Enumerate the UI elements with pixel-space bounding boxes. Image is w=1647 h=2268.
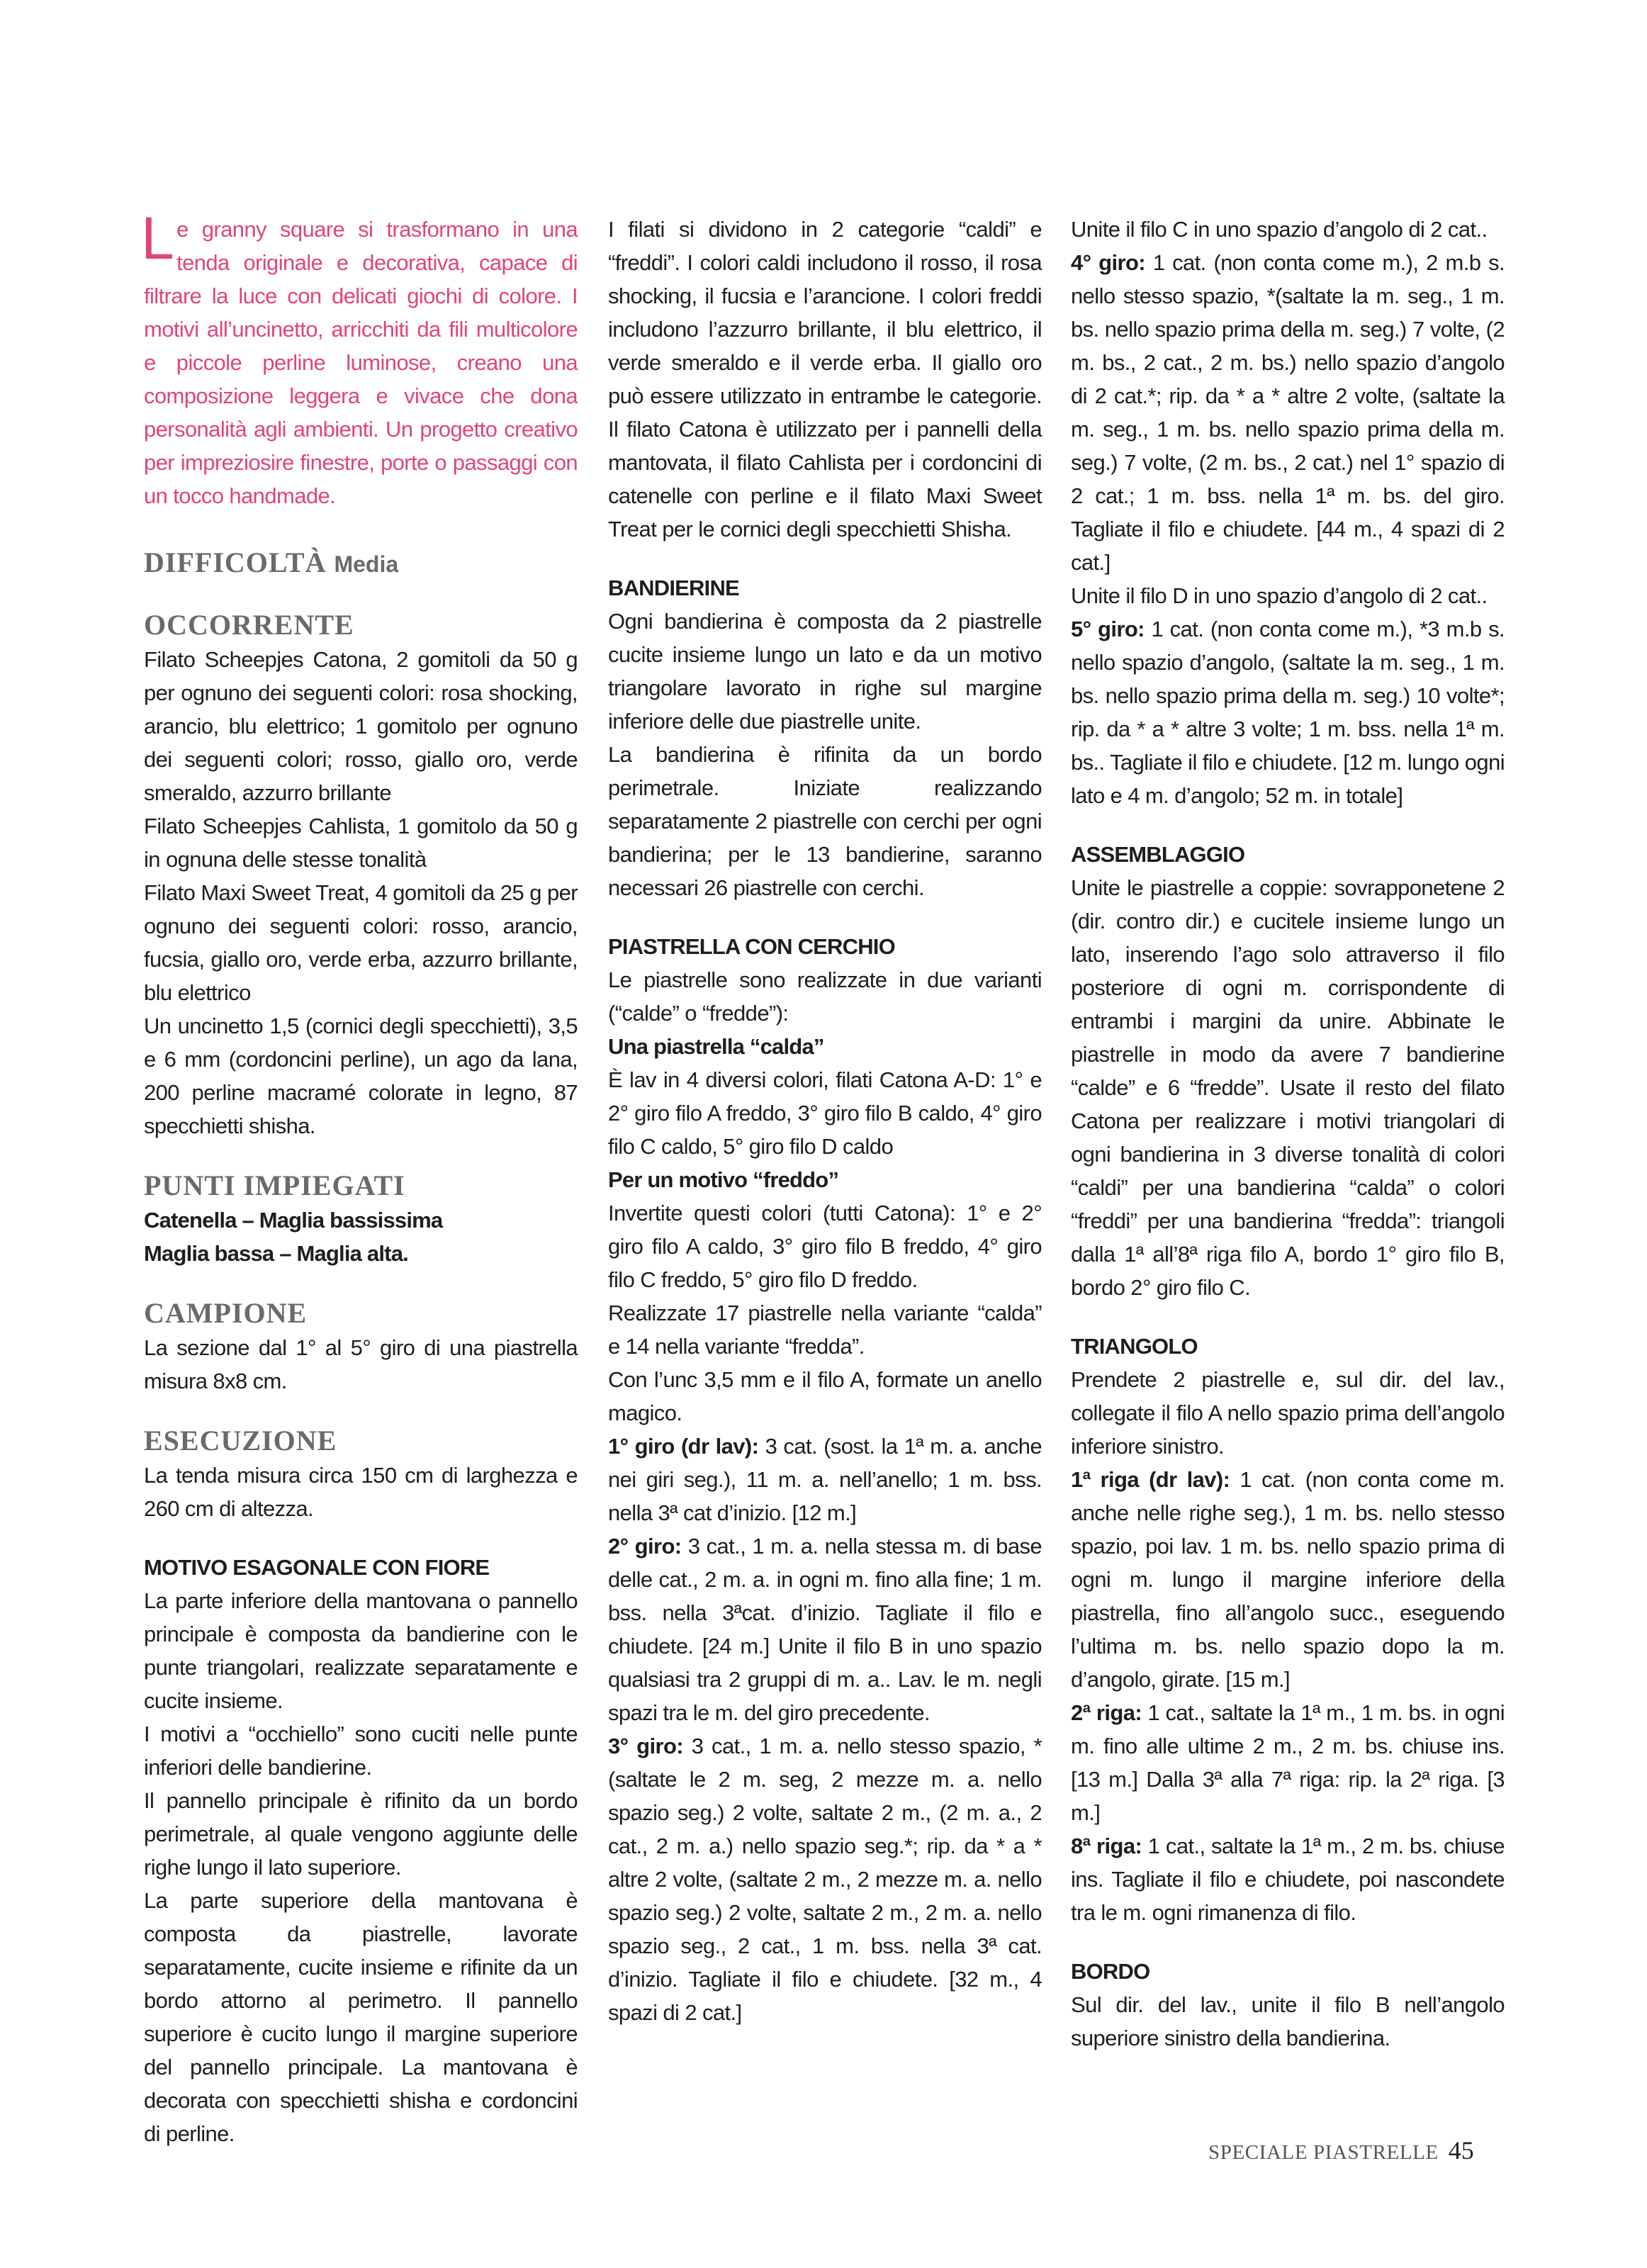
drop-cap: L [141, 205, 174, 271]
riga-8-label: 8ª riga: [1071, 1834, 1142, 1858]
punti-line-2: Maglia bassa – Maglia alta. [144, 1241, 408, 1266]
unite-c-text: Unite il filo C in uno spazio d’angolo di 2 cat.. [1071, 217, 1488, 242]
intro-paragraph [141, 205, 578, 512]
occorrente-line: Filato Maxi Sweet Treat, 4 gomitoli da 25 g per ognuno dei seguenti colori: rosso, arancio, fucsia, giallo oro, verde erba, azzurro brillante, blu elettrico [144, 880, 578, 1005]
occorrente-line: Filato Scheepjes Catona, 2 gomitoli da 50 g per ognuno dei seguenti colori: rosa shocking, arancio, blu elettrico; 1 gomitolo per ognuno dei seguenti colori; rosso, giallo oro, verde smeraldo, azzurro brillante [144, 647, 578, 805]
giro-4-text: 1 cat. (non conta come m.), 2 m.b s. nello stesso spazio, *(saltate la m. seg., 1 m. bs. nello spazio prima della m. seg.) 7 volte, (2 m. bs., 2 cat., 2 m. bs.) nello spazio d’angolo di 2 cat.*; rip. da * a * altre 2 volte, (saltate la m. seg., 1 m. bs. nello spazio prima della m. seg.) 7 volte, (2 m. bs., 2 cat.) nel 1° spazio di 2 cat.; 1 m. bss. nella 1ª m. bs. del giro. Tagliate il filo e chiudete. [44 m., 4 spazi di 2 cat.] [1071, 250, 1505, 575]
calda-text: È lav in 4 diversi colori, filati Catona A-D: 1° e 2° giro filo A freddo, 3° giro filo B caldo, 4° giro filo C caldo, 5° giro filo D caldo [608, 1067, 1042, 1159]
esecuzione-heading: ESECUZIONE [144, 1425, 337, 1456]
triangolo-intro: Prendete 2 piastrelle e, sul dir. del lav., collegate il filo A nello spazio prima dell’angolo inferiore sinistro. [1071, 1367, 1505, 1459]
difficolta-value: Media [334, 551, 399, 577]
esecuzione-text: La tenda misura circa 150 cm di larghezza e 260 cm di altezza. [144, 1463, 578, 1521]
campione-heading: CAMPIONE [144, 1297, 308, 1329]
giro-3-label: 3° giro: [608, 1734, 684, 1758]
footer-label: SPECIALE PIASTRELLE [1208, 2141, 1439, 2164]
intro-text: e granny square si trasformano in una tenda originale e decorativa, capace di filtrare la luce con delicati giochi di colore. I motivi all’uncinetto, arricchiti da fili multicolore e piccole perline luminose, creano una composizione leggera e vivace che dona personalità agli ambienti. Un progetto creativo per impreziosire finestre, porte o passaggi con un tocco handmade. [144, 217, 578, 508]
freddo-heading: Per un motivo “freddo” [608, 1167, 839, 1192]
giro-1 [608, 1430, 1042, 1529]
riga-2-label: 2ª riga: [1071, 1700, 1142, 1725]
giro-5 [1071, 612, 1505, 812]
campione-text: La sezione dal 1° al 5° giro di una piastrella misura 8x8 cm. [144, 1335, 578, 1393]
motivo-paragraph: La parte superiore della mantovana è composta da piastrelle, lavorate separatamente, cucite insieme e rifinite da un bordo attorno al perimetro. Il pannello superiore è cucito lungo il margine superiore del pannello principale. La mantovana è decorata con specchietti shisha e cordoncini di perline. [144, 1888, 578, 2146]
difficolta-heading [144, 545, 578, 582]
assemblaggio-text: Unite le piastrelle a coppie: sovrapponetene 2 (dir. contro dir.) e cucitele insieme lungo un lato, inserendo l’ago solo attraverso il filo posteriore di ogni m. corrispondente di entrambi i margini da unire. Abbinate le piastrelle in modo da avere 7 bandierine “calde” e 6 “fredde”. Usate il resto del filato Catona per realizzare i motivi triangolari di ogni bandierina in 3 diverse tonalità di colori “caldi” per una bandierina “calda” o colori “freddi” per una bandierina “fredda”: triangoli dalla 1ª all’8ª riga filo A, bordo 1° giro filo B, bordo 2° giro filo C. [1071, 875, 1505, 1300]
riga-2 [1071, 1696, 1505, 1829]
triangolo-heading: TRIANGOLO [1071, 1334, 1198, 1359]
giro-1-label: 1° giro (dr lav): [608, 1434, 759, 1459]
giro-5-label: 5° giro: [1071, 617, 1145, 641]
motivo-paragraph: I motivi a “occhiello” sono cuciti nelle punte inferiori delle bandierine. [144, 1722, 578, 1780]
motivo-paragraph: La parte inferiore della mantovana o pannello principale è composta da bandierine con le punte triangolari, realizzate separatamente e cucite insieme. [144, 1588, 578, 1713]
bordo-text: Sul dir. del lav., unite il filo B nell’angolo superiore sinistro della bandierina. [1071, 1992, 1505, 2050]
giro-2-text: 3 cat., 1 m. a. nella stessa m. di base delle cat., 2 m. a. in ogni m. fino alla fine; 1 m. bss. nella 3ªcat. d’inizio. Tagliate il filo e chiudete. [24 m.] Unite il filo B in uno spazio qualsiasi tra 2 gruppi di m. a.. Lav. le m. negli spazi tra le m. del giro precedente. [608, 1534, 1042, 1725]
bandierine-paragraph: Ogni bandierina è composta da 2 piastrelle cucite insieme lungo un lato e da un motivo triangolare lavorato in righe sul margine inferiore delle due piastrelle unite. [608, 609, 1042, 734]
unite-d-text: Unite il filo D in uno spazio d’angolo di 2 cat.. [1071, 583, 1488, 608]
riga-8-text: 1 cat., saltate la 1ª m., 2 m. bs. chiuse ins. Tagliate il filo e chiudete, poi nascondete tra le m. ogni rimanenza di filo. [1071, 1834, 1505, 1925]
giro-5-text: 1 cat. (non conta come m.), *3 m.b s. nello spazio d’angolo, (saltate la m. seg., 1 m. bs. nello spazio prima della m. seg.) 10 volte*; rip. da * a * altre 3 volte; 1 m. bss. nella 1ª m. bs.. Tagliate il filo e chiudete. [12 m. lungo ogni lato e 4 m. d’angolo; 52 m. in totale] [1071, 617, 1505, 808]
bordo-heading: BORDO [1071, 1959, 1150, 1984]
giro-2 [608, 1529, 1042, 1729]
freddo-text: Invertite questi colori (tutti Catona): 1° e 2° giro filo A caldo, 3° giro filo B freddo, 4° giro filo C freddo, 5° giro filo D freddo. [608, 1201, 1042, 1292]
riga-1 [1071, 1463, 1505, 1696]
piastrella-heading: PIASTRELLA CON CERCHIO [608, 934, 895, 959]
motivo-paragraph: Il pannello principale è rifinito da un bordo perimetrale, al quale vengono aggiunte delle righe lungo il lato superiore. [144, 1788, 578, 1880]
punti-line-1: Catenella – Maglia bassissima [144, 1208, 443, 1233]
piastrella-intro: Le piastrelle sono realizzate in due varianti (“calde” o “fredde”): [608, 967, 1042, 1026]
page-number: 45 [1448, 2136, 1474, 2165]
assemblaggio-heading: ASSEMBLAGGIO [1071, 842, 1245, 867]
occorrente-line: Filato Scheepjes Cahlista, 1 gomitolo da 50 g in ognuna delle stesse tonalità [144, 814, 578, 872]
difficolta-label: DIFFICOLTÀ [144, 546, 327, 578]
riga-2-text: 1 cat., saltate la 1ª m., 1 m. bs. in ogni m. fino alle ultime 2 m., 2 m. bs. chiuse ins. [13 m.] Dalla 3ª alla 7ª riga: rip. la 2ª riga. [3 m.] [1071, 1700, 1505, 1825]
punti-heading: PUNTI IMPIEGATI [144, 1169, 405, 1201]
anello-text: Con l’unc 3,5 mm e il filo A, formate un anello magico. [608, 1367, 1042, 1425]
bandierine-heading: BANDIERINE [608, 576, 739, 600]
occorrente-heading: OCCORRENTE [144, 609, 354, 641]
giro-4 [1071, 246, 1505, 579]
giro-4-label: 4° giro: [1071, 250, 1146, 275]
calda-heading: Una piastrella “calda” [608, 1034, 824, 1059]
column-1 [141, 205, 578, 2150]
bandierine-paragraph: La bandierina è rifinita da un bordo perimetrale. Iniziate realizzando separatamente 2 piastrelle con cerchi per ogni bandierina; per le 13 bandierine, saranno necessari 26 piastrelle con cerchi. [608, 742, 1042, 900]
column-2 [608, 213, 1042, 2029]
page-footer [1208, 2135, 1474, 2165]
giro-1-text: 3 cat. (sost. la 1ª m. a. anche nei giri seg.), 11 m. a. nell’anello; 1 m. bss. nella 3ª cat d’inizio. [12 m.] [608, 1434, 1042, 1525]
occorrente-line: Un uncinetto 1,5 (cornici degli specchietti), 3,5 e 6 mm (cordoncini perline), un ago da lana, 200 perline macramé colorate in legno, 87 specchietti shisha. [144, 1014, 578, 1138]
riga-1-label: 1ª riga (dr lav): [1071, 1467, 1230, 1492]
column-3 [1071, 213, 1505, 2055]
giro-3-text: 3 cat., 1 m. a. nello stesso spazio, *(saltate le 2 m. seg, 2 mezze m. a. nello spazio seg.) 2 volte, saltate 2 m., (2 m. a., 2 cat., 2 m. a.) nello spazio seg.*; rip. da * a * altre 2 volte, (saltate 2 m., 2 mezze m. a. nello spazio seg.) 2 volte, saltate 2 m., 2 m. a. nello spazio seg., 2 cat., 1 m. bss. nella 3ª cat. d’inizio. Tagliate il filo e chiudete. [32 m., 4 spazi di 2 cat.] [608, 1734, 1042, 2025]
giro-3 [608, 1729, 1042, 2029]
riga-8 [1071, 1829, 1505, 1929]
motivo-paragraph: I filati si dividono in 2 categorie “caldi” e “freddi”. I colori caldi includono il rosso, il rosa shocking, il fucsia e l’arancione. I colori freddi includono l’azzurro brillante, il blu elettrico, il verde smeraldo e il verde erba. Il giallo oro può essere utilizzato in entrambe le categorie. Il filato Catona è utilizzato per i pannelli della mantovata, il filato Cahlista per i cordoncini di catenelle con perline e il filato Maxi Sweet Treat per le cornici degli specchietti Shisha. [608, 217, 1042, 541]
motivo-heading: MOTIVO ESAGONALE CON FIORE [144, 1555, 490, 1580]
realizzate-text: Realizzate 17 piastrelle nella variante “calda” e 14 nella variante “fredda”. [608, 1301, 1042, 1359]
giro-2-label: 2° giro: [608, 1534, 682, 1559]
riga-1-text: 1 cat. (non conta come m. anche nelle righe seg.), 1 m. bs. nello stesso spazio, poi lav. 1 m. bs. nello spazio prima di ogni m. lungo il margine inferiore della piastrella, fino all’angolo succ., eseguendo l’ultima m. bs. nello spazio dopo la m. d’angolo, girate. [15 m.] [1071, 1467, 1505, 1692]
